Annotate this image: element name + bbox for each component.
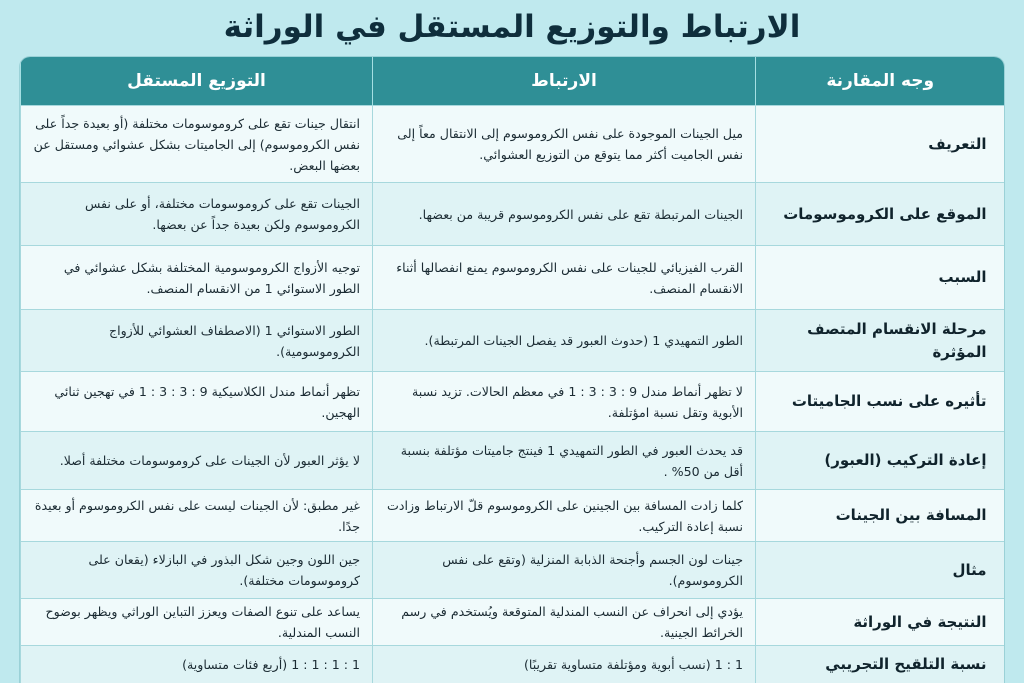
independent-cell: غير مطبق: لأن الجينات ليست على نفس الكروموسوم أو بعيدة جدًا. [21, 490, 373, 542]
aspect-cell: السبب [756, 246, 1005, 310]
header-aspect: وجه المقارنة [756, 57, 1005, 106]
table-row [21, 310, 1005, 372]
linkage-cell: ميل الجينات الموجودة على نفس الكروموسوم إلى الانتقال معاً إلى نفس الجاميت أكثر مما يتوقع من التوزيع العشوائي. [373, 106, 756, 183]
table-row [21, 106, 1005, 183]
linkage-cell: 1 : 1 (نسب أبوية ومؤتلفة متساوية تقريبًا) [373, 646, 756, 683]
independent-cell: لا يؤثر العبور لأن الجينات على كروموسومات مختلفة أصلا. [21, 432, 373, 490]
linkage-cell: الجينات المرتبطة تقع على نفس الكروموسوم قريبة من بعضها. [373, 183, 756, 246]
independent-cell: 1 : 1 : 1 : 1 (أربع فئات متساوية) [21, 646, 373, 683]
linkage-cell: القرب الفيزيائي للجينات على نفس الكروموسوم يمنع انفصالها أثناء الانقسام المنصف. [373, 246, 756, 310]
linkage-cell: يؤدي إلى انحراف عن النسب المندلية المتوقعة ويُستخدم في رسم الخرائط الجينية. [373, 599, 756, 646]
table-row [21, 246, 1005, 310]
aspect-cell: تأثيره على نسب الجاميتات [756, 372, 1005, 432]
table-header-row [21, 57, 1005, 106]
comparison-table-container [20, 57, 1004, 683]
independent-cell: تظهر أنماط مندل الكلاسيكية 9 : 3 : 3 : 1 في تهجين ثنائي الهجين. [21, 372, 373, 432]
independent-cell: يساعد على تنوع الصفات ويعزز التباين الوراثي ويظهر بوضوح النسب المندلية. [21, 599, 373, 646]
header-linkage: الارتباط [373, 57, 756, 106]
linkage-cell: قد يحدث العبور في الطور التمهيدي 1 فينتج جاميتات مؤتلفة بنسبة أقل من 50% . [373, 432, 756, 490]
independent-cell: انتقال جينات تقع على كروموسومات مختلفة (أو بعيدة جداً على نفس الكروموسوم) إلى الجاميتات بشكل عشوائي ومستقل عن بعضها البعض. [21, 106, 373, 183]
table-row [21, 490, 1005, 542]
aspect-cell: الموقع على الكروموسومات [756, 183, 1005, 246]
table-row [21, 646, 1005, 683]
table-row [21, 432, 1005, 490]
table-row [21, 599, 1005, 646]
aspect-cell: مرحلة الانقسام المتصف المؤثرة [756, 310, 1005, 372]
linkage-cell: الطور التمهيدي 1 (حدوث العبور قد يفصل الجينات المرتبطة). [373, 310, 756, 372]
aspect-cell: التعريف [756, 106, 1005, 183]
header-independent: التوزيع المستقل [21, 57, 373, 106]
independent-cell: توجيه الأزواج الكروموسومية المختلفة بشكل عشوائي في الطور الاستوائي 1 من الانقسام المنصف. [21, 246, 373, 310]
page-title: الارتباط والتوزيع المستقل في الوراثة [223, 9, 801, 45]
independent-cell: الجينات تقع على كروموسومات مختلفة، أو على نفس الكروموسوم ولكن بعيدة جداً عن بعضها. [21, 183, 373, 246]
aspect-cell: إعادة التركيب (العبور) [756, 432, 1005, 490]
aspect-cell: النتيجة في الوراثة [756, 599, 1005, 646]
linkage-cell: كلما زادت المسافة بين الجينين على الكروموسوم قلّ الارتباط وزادت نسبة إعادة التركيب. [373, 490, 756, 542]
table-row [21, 372, 1005, 432]
table-row [21, 542, 1005, 599]
independent-cell: الطور الاستوائي 1 (الاصطفاف العشوائي للأزواج الكروموسومية). [21, 310, 373, 372]
independent-cell: جين اللون وجين شكل البذور في البازلاء (يقعان على كروموسومات مختلفة). [21, 542, 373, 599]
aspect-cell: مثال [756, 542, 1005, 599]
linkage-cell: لا تظهر أنماط مندل 9 : 3 : 3 : 1 في معظم الحالات. تزيد نسبة الأبوية وتقل نسبة امؤتلفة. [373, 372, 756, 432]
aspect-cell: نسبة التلقيح التجريبي [756, 646, 1005, 683]
table-row [21, 183, 1005, 246]
aspect-cell: المسافة بين الجينات [756, 490, 1005, 542]
linkage-cell: جينات لون الجسم وأجنحة الذبابة المنزلية (وتقع على نفس الكروموسوم). [373, 542, 756, 599]
comparison-table [20, 57, 1004, 683]
